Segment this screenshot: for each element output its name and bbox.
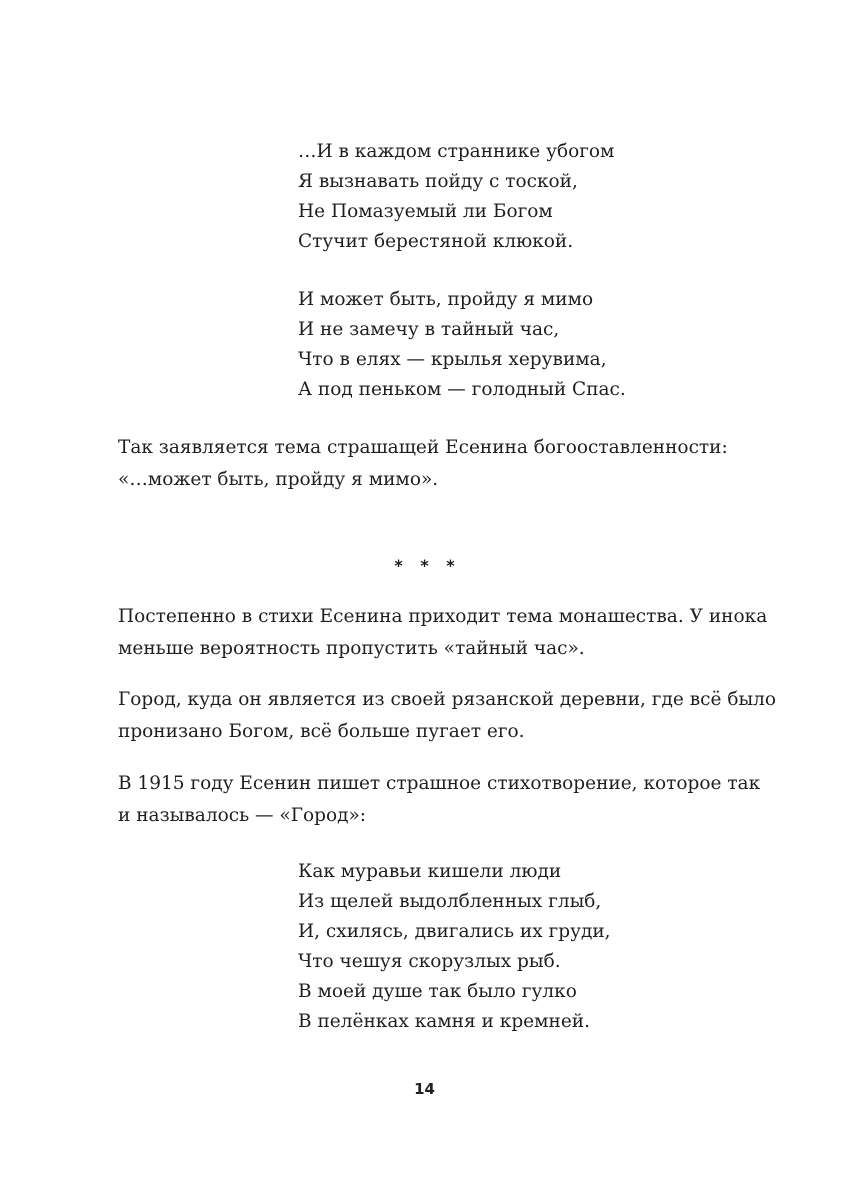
poem-line: И, схилясь, двигались их груди, xyxy=(298,921,611,942)
poem-stanza-1 xyxy=(298,137,614,257)
paragraph-line: Город, куда он является из своей рязанской деревни, где всё было xyxy=(118,689,777,710)
paragraph-monasticism xyxy=(118,601,768,665)
poem-line: Что чешуя скорузлых рыб. xyxy=(298,951,561,972)
poem-line: В моей душе так было гулко xyxy=(298,981,577,1002)
poem-line: Стучит берестяной клюкой. xyxy=(298,231,574,252)
poem-line: Что в елях — крылья херувима, xyxy=(298,349,607,370)
paragraph-godforsakenness xyxy=(118,432,758,496)
paragraph-line: «…может быть, пройду я мимо». xyxy=(118,469,439,490)
poem-line: Не Помазуемый ли Богом xyxy=(298,201,553,222)
poem-city-stanza xyxy=(298,857,611,1037)
page-number: 14 xyxy=(414,1080,435,1098)
paragraph-line: Постепенно в стихи Есенина приходит тема монашества. У инока xyxy=(118,606,768,627)
poem-line: Я вызнавать пойду с тоской, xyxy=(298,171,578,192)
poem-line: И не замечу в тайный час, xyxy=(298,319,560,340)
poem-stanza-2 xyxy=(298,285,626,405)
poem-line: И может быть, пройду я мимо xyxy=(298,289,594,310)
paragraph-line: пронизано Богом, всё больше пугает его. xyxy=(118,721,525,742)
poem-line: Как муравьи кишели люди xyxy=(298,861,562,882)
section-separator: * * * xyxy=(394,556,461,575)
paragraph-city xyxy=(118,684,777,748)
paragraph-line: и называлось — «Город»: xyxy=(118,805,367,826)
poem-line: В пелёнках камня и кремней. xyxy=(298,1011,590,1032)
paragraph-1915 xyxy=(118,768,761,832)
poem-line: Из щелей выдолбленных глыб, xyxy=(298,891,602,912)
poem-line: А под пеньком — голодный Спас. xyxy=(298,379,626,400)
poem-line: …И в каждом страннике убогом xyxy=(298,141,615,162)
paragraph-line: В 1915 году Есенин пишет страшное стихотворение, которое так xyxy=(118,773,761,794)
paragraph-line: Так заявляется тема страшащей Есенина богооставленности: xyxy=(118,437,728,458)
paragraph-line: меньше вероятность пропустить «тайный час». xyxy=(118,638,585,659)
